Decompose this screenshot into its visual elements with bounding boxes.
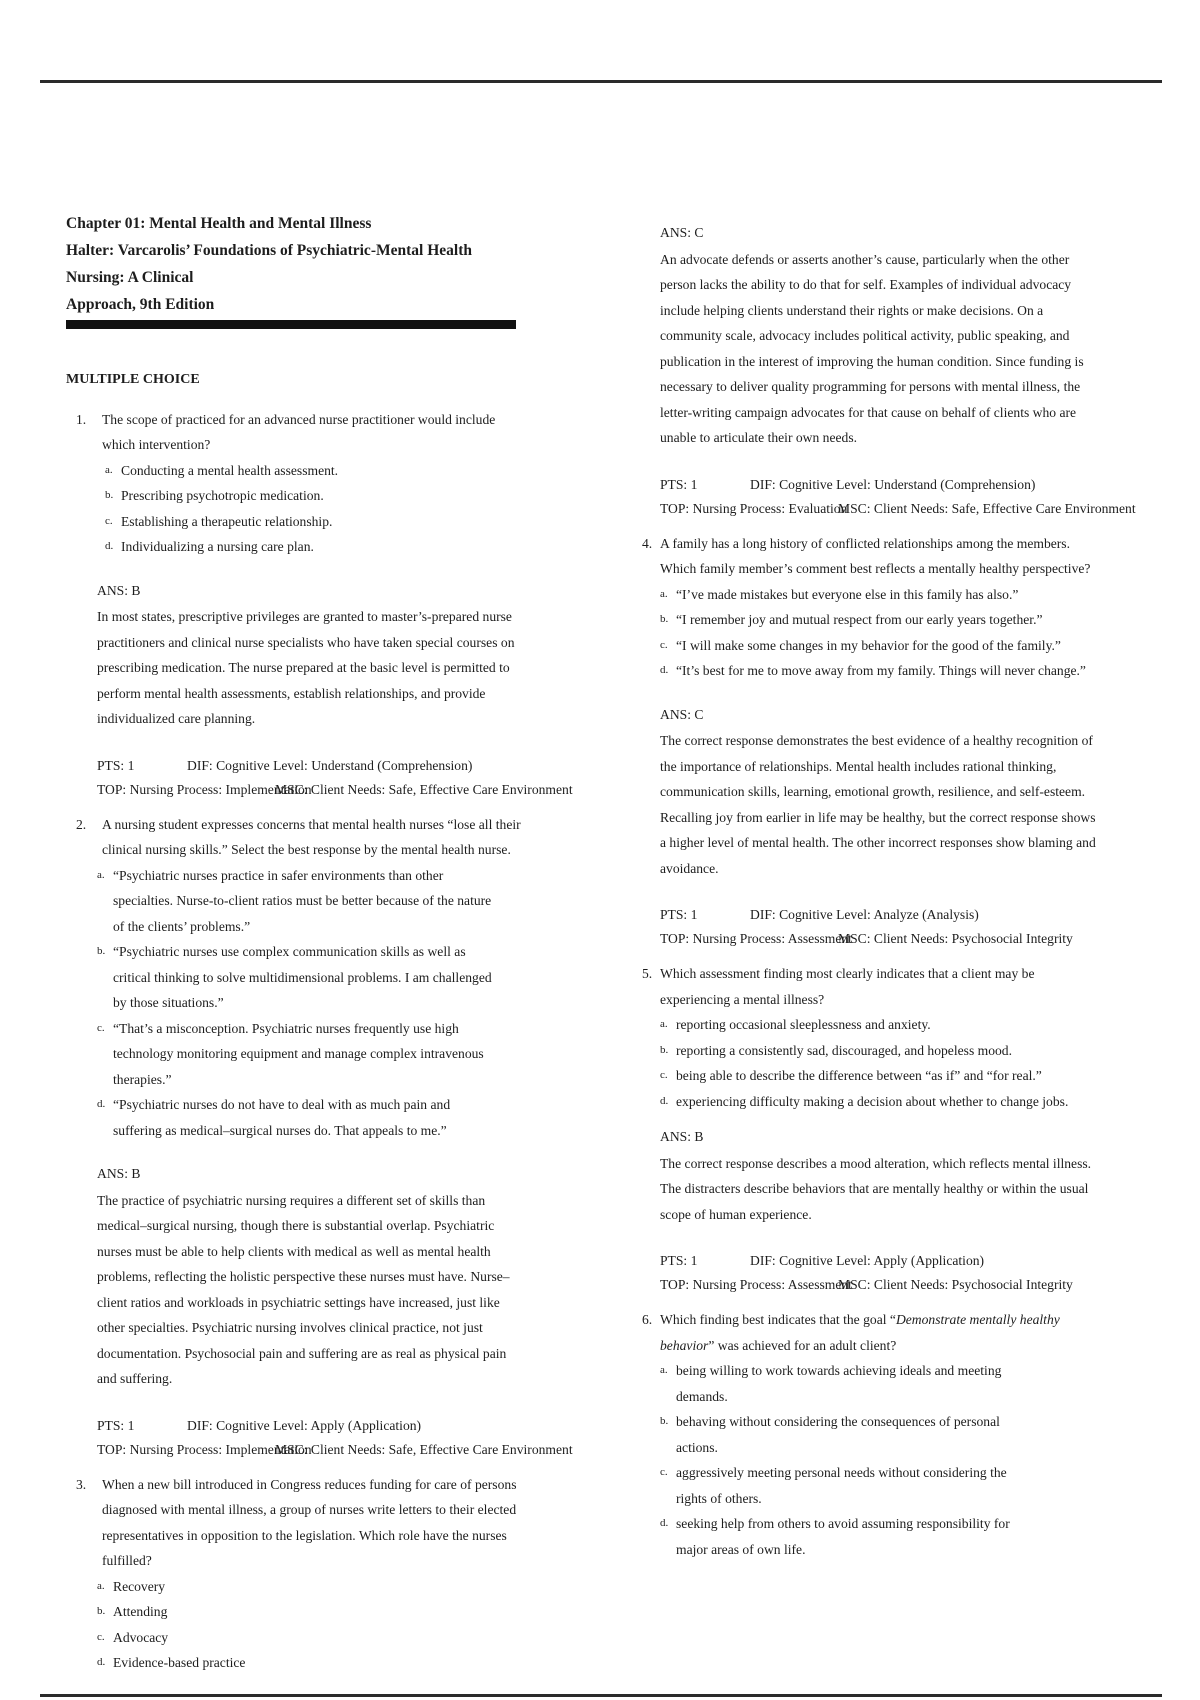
option-letter: a. <box>660 587 668 600</box>
option-b <box>97 1599 526 1625</box>
difficulty: DIF: Cognitive Level: Apply (Application) <box>187 1417 422 1433</box>
points: PTS: 1 <box>660 476 698 492</box>
option-text: “Psychiatric nurses use complex communication skills as well as critical thinking to solve multidimensional problems. I am challenged by those situations.” <box>113 944 492 1010</box>
question-stem: The scope of practiced for an advanced nurse practitioner would include which intervention? <box>102 411 496 452</box>
option-a <box>660 1012 1100 1038</box>
topic: TOP: Nursing Process: Implementation <box>97 781 312 797</box>
section-title: MULTIPLE CHOICE <box>66 372 200 387</box>
difficulty: DIF: Cognitive Level: Understand (Comprehension) <box>187 757 473 773</box>
option-text: “That’s a misconception. Psychiatric nurses frequently use high technology monitoring equipment and manage complex intravenous therapies.” <box>113 1020 484 1087</box>
option-letter: d. <box>97 1656 106 1668</box>
option-b <box>660 607 1100 633</box>
bottom-rule <box>40 1694 1162 1697</box>
option-text: seeking help from others to avoid assuming responsibility for major areas of own life. <box>676 1516 1010 1557</box>
question-number: 1. <box>76 411 87 427</box>
option-d <box>660 1089 1100 1115</box>
option-text: “I will make some changes in my behavior for the good of the family.” <box>676 637 1061 653</box>
question-number: 6. <box>642 1312 653 1327</box>
msc: MSC: Client Needs: Psychosocial Integrity <box>838 1277 1073 1292</box>
option-letter: c. <box>105 514 113 527</box>
option-letter: b. <box>660 1415 669 1427</box>
points: PTS: 1 <box>660 1253 698 1268</box>
option-letter: d. <box>660 1517 669 1529</box>
option-text: Establishing a therapeutic relationship. <box>121 513 333 529</box>
option-text: behaving without considering the consequences of personal actions. <box>676 1414 1000 1455</box>
option-text: “It’s best for me to move away from my family. Things will never change.” <box>676 663 1086 678</box>
option-b <box>660 1409 1040 1460</box>
option-a <box>660 582 1100 608</box>
option-c <box>105 509 526 535</box>
option-c <box>660 1063 1100 1089</box>
question-1 <box>66 407 573 802</box>
book-title-line1: Halter: Varcarolis’ Foundations of Psychiatric-Mental Health Nursing: A Clinical <box>66 242 472 286</box>
question-metadata <box>660 473 1136 521</box>
answer-rationale: The correct response describes a mood alteration, which reflects mental illness. The distracters describe behaviors that are mentally healthy or within the usual scope of human experience. <box>660 1155 1092 1222</box>
option-b <box>97 939 497 1016</box>
option-text: “I remember joy and mutual respect from our early years together.” <box>676 612 1043 627</box>
option-letter: a. <box>97 868 105 881</box>
answer-key: ANS: B <box>97 582 141 598</box>
option-d <box>97 1092 497 1143</box>
option-letter: a. <box>660 1364 668 1376</box>
option-d <box>105 534 526 560</box>
option-letter: d. <box>660 664 669 676</box>
msc: MSC: Client Needs: Safe, Effective Care Environment <box>275 781 573 797</box>
option-letter: d. <box>97 1098 106 1110</box>
option-a <box>97 1574 526 1600</box>
title-underline-bar <box>66 320 516 329</box>
option-text: Individualizing a nursing care plan. <box>121 539 314 554</box>
option-text: experiencing difficulty making a decision about whether to change jobs. <box>676 1093 1069 1109</box>
book-title-line2: Approach, 9th Edition <box>66 296 215 313</box>
option-text: Conducting a mental health assessment. <box>121 462 339 478</box>
msc: MSC: Client Needs: Safe, Effective Care Environment <box>838 500 1136 516</box>
option-letter: d. <box>660 1094 669 1107</box>
question-metadata <box>660 903 1100 951</box>
answer-rationale: In most states, prescriptive privileges are granted to master’s-prepared nurse practitioners and clinical nurse specialists who have taken special courses on prescribing medication. The nurse prepared at the basic level is permitted to perform mental health assessments, establish relationships, and provide individualized care planning. <box>97 609 515 726</box>
answer-key: ANS: C <box>660 706 704 722</box>
option-a <box>97 863 497 940</box>
option-d <box>97 1650 526 1676</box>
option-letter: b. <box>660 1043 669 1056</box>
option-letter: a. <box>660 1018 668 1030</box>
option-text: Attending <box>113 1604 168 1619</box>
stem-goal-emphasis: Demonstrate mentally healthy behavior <box>660 1312 1060 1353</box>
question-number: 5. <box>642 966 653 981</box>
option-text: reporting occasional sleeplessness and anxiety. <box>676 1017 931 1032</box>
option-letter: c. <box>97 1630 105 1643</box>
option-b <box>660 1038 1100 1064</box>
option-letter: c. <box>97 1021 105 1034</box>
difficulty: DIF: Cognitive Level: Analyze (Analysis) <box>750 907 979 922</box>
answer-rationale: An advocate defends or asserts another’s cause, particularly when the other person lacks the ability to do that for self. Examples of individual advocacy include helping clients understand their rights or make decisions. On a community scale, advocacy includes political activity, public speaking, and publication in the interest of improving the human condition. Since funding is necessary to deliver quality programming for persons with mental illness, the letter-writing campaign advocates for that cause on behalf of clients who are unable to articulate their own needs. <box>660 251 1084 445</box>
option-letter: a. <box>105 463 113 476</box>
option-text: aggressively meeting personal needs without considering the rights of others. <box>676 1465 1007 1506</box>
answer-rationale: The correct response demonstrates the best evidence of a healthy recognition of the importance of relationships. Mental health includes rational thinking, communication skills, learning, emotional growth, resilience, and self-esteem. Recalling joy from earlier in life may be healthy, but the correct response shows a higher level of mental health. The other incorrect responses show blaming and avoidance. <box>660 733 1096 876</box>
points: PTS: 1 <box>97 1417 135 1433</box>
topic: TOP: Nursing Process: Implementation <box>97 1441 312 1457</box>
question-metadata <box>97 1414 573 1462</box>
answer-rationale: The practice of psychiatric nursing requires a different set of skills than medical–surgical nursing, though there is substantial overlap. Psychiatric nurses must be able to help clients with medical as well as mental health problems, reflecting the holistic perspective these nurses must have. Nurse–client ratios and workloads in psychiatric settings have increased, just like other specialties. Psychiatric nursing involves clinical practice, not just documentation. Psychosocial pain and suffering are as real as physical pain and suffering. <box>97 1192 510 1386</box>
option-a <box>660 1358 1040 1409</box>
difficulty: DIF: Cognitive Level: Apply (Application) <box>750 1253 985 1268</box>
question-stem: When a new bill introduced in Congress reduces funding for care of persons diagnosed with mental illness, a group of nurses write letters to their elected representatives in opposition to the legislation. Which role have the nurses fulfilled? <box>102 1476 517 1568</box>
difficulty: DIF: Cognitive Level: Understand (Comprehension) <box>750 476 1036 492</box>
option-b <box>105 483 526 509</box>
option-a <box>105 458 526 484</box>
points: PTS: 1 <box>97 757 135 773</box>
answer-key: ANS: B <box>97 1166 141 1181</box>
chapter-title: Chapter 01: Mental Health and Mental Illness <box>66 215 372 232</box>
question-metadata <box>660 1249 1100 1297</box>
question-stem: Which assessment finding most clearly indicates that a client may be experiencing a mental illness? <box>660 966 1035 1007</box>
option-text: Prescribing psychotropic medication. <box>121 488 324 503</box>
answer-key: ANS: C <box>660 225 704 240</box>
option-letter: b. <box>97 1605 106 1617</box>
points: PTS: 1 <box>660 907 698 922</box>
option-d <box>660 1511 1040 1562</box>
question-6 <box>642 1307 1100 1562</box>
stem-part: ” was achieved for an adult client? <box>708 1337 897 1353</box>
option-text: “Psychiatric nurses do not have to deal with as much pain and suffering as medical–surgical nurses do. That appeals to me.” <box>113 1097 451 1138</box>
msc: MSC: Client Needs: Psychosocial Integrity <box>838 931 1073 946</box>
option-letter: c. <box>660 638 668 651</box>
option-c <box>97 1016 497 1093</box>
option-letter: d. <box>105 540 114 552</box>
option-letter: c. <box>660 1466 668 1478</box>
option-text: reporting a consistently sad, discouraged, and hopeless mood. <box>676 1042 1012 1058</box>
option-c <box>660 1460 1040 1511</box>
option-text: Recovery <box>113 1578 166 1594</box>
question-metadata <box>97 754 573 802</box>
option-text: Advocacy <box>113 1629 169 1645</box>
question-number: 2. <box>76 816 87 832</box>
option-c <box>660 633 1100 659</box>
stem-part: Which finding best indicates that the goal “ <box>660 1312 896 1327</box>
question-2 <box>66 812 573 1462</box>
option-letter: a. <box>97 1579 105 1592</box>
msc: MSC: Client Needs: Safe, Effective Care Environment <box>275 1441 573 1457</box>
option-d <box>660 658 1100 684</box>
answer-key: ANS: B <box>660 1129 704 1144</box>
option-letter: b. <box>105 489 114 501</box>
question-3 <box>66 1472 526 1676</box>
question-stem: A family has a long history of conflicted relationships among the members. Which family member’s comment best reflects a mentally healthy perspective? <box>660 535 1091 576</box>
top-rule <box>40 80 1162 83</box>
left-column <box>66 210 573 1676</box>
question-stem <box>660 1307 1100 1358</box>
option-letter: b. <box>97 945 106 957</box>
option-text: “Psychiatric nurses practice in safer environments than other specialties. Nurse-to-client ratios must be better because of the nature of the clients’ problems.” <box>113 867 492 934</box>
option-text: being able to describe the difference between “as if” and “for real.” <box>676 1068 1042 1083</box>
question-number: 3. <box>76 1476 87 1492</box>
question-stem: A nursing student expresses concerns that mental health nurses “lose all their clinical nursing skills.” Select the best response by the mental health nurse. <box>102 816 521 857</box>
topic: TOP: Nursing Process: Assessment <box>660 931 852 946</box>
question-3-answer <box>660 220 1136 521</box>
option-c <box>97 1625 526 1651</box>
topic: TOP: Nursing Process: Evaluation <box>660 500 848 516</box>
question-5 <box>642 961 1100 1297</box>
question-number: 4. <box>642 535 653 551</box>
topic: TOP: Nursing Process: Assessment <box>660 1277 852 1292</box>
option-text: “I’ve made mistakes but everyone else in this family has also.” <box>676 586 1019 602</box>
question-4 <box>642 531 1100 952</box>
right-column <box>642 220 1136 1562</box>
option-text: being willing to work towards achieving ideals and meeting demands. <box>676 1363 1002 1404</box>
option-letter: b. <box>660 613 669 625</box>
option-letter: c. <box>660 1069 668 1081</box>
option-text: Evidence-based practice <box>113 1655 246 1670</box>
